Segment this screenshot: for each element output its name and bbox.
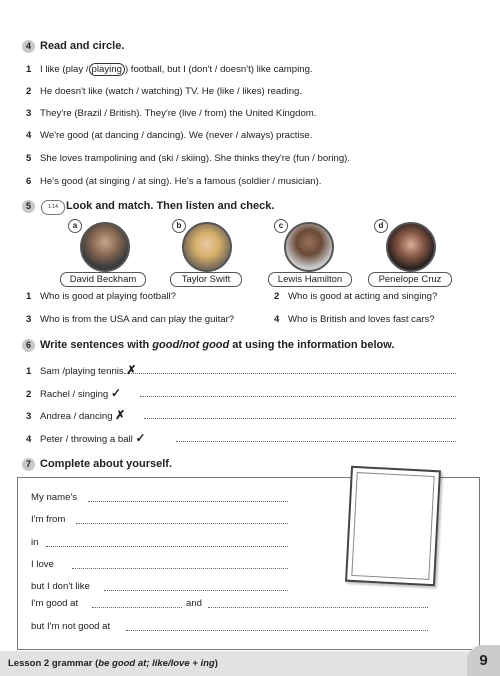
line-dont-like-label: but I don't like — [31, 581, 90, 592]
circled-answer: playing — [89, 63, 125, 76]
section-4-title: Read and circle. — [40, 40, 125, 52]
section-6-title: Write sentences with good/not good at using the information below. — [40, 339, 395, 351]
footer-bar — [0, 651, 500, 676]
section-4-item-3: 3 They're (Brazil / British). They're (live / from) the United Kingdom. — [26, 108, 317, 119]
line-love-label: I love — [31, 559, 54, 570]
answer-line-2[interactable] — [140, 396, 456, 397]
in-field[interactable] — [46, 546, 288, 547]
cross-mark-icon: ✗ — [126, 363, 137, 377]
line-in-label: in — [31, 537, 39, 548]
name-field[interactable] — [88, 501, 288, 502]
section-4-item-4: 4 We're good (at dancing / dancing). We (never / always) practise. — [26, 130, 313, 141]
photo-letter-a: a — [68, 219, 82, 233]
audio-track-badge[interactable]: 1.14 — [41, 200, 65, 215]
photo-letter-b: b — [172, 219, 186, 233]
section-6-item-3: 3 Andrea / dancing ✗ — [26, 408, 126, 422]
answer-line-4[interactable] — [176, 441, 456, 442]
check-mark-icon: ✓ — [135, 431, 146, 445]
line-name-label: My name's — [31, 492, 78, 503]
photo-a — [80, 222, 130, 272]
section-7-title: Complete about yourself. — [40, 458, 173, 470]
section-4-item-5: 5 She loves trampolining and (ski / skiing). She thinks they're (fun / boring). — [26, 153, 351, 164]
photo-b — [182, 222, 232, 272]
from-field[interactable] — [76, 523, 288, 524]
section-6-number: 6 — [22, 339, 35, 352]
section-5-title: Look and match. Then listen and check. — [66, 200, 275, 212]
line-and-label: and — [186, 598, 203, 609]
check-mark-icon: ✓ — [110, 386, 121, 400]
section-6-item-1: 1 Sam /playing tennis ✗ — [26, 363, 137, 377]
section-5-number: 5 — [22, 200, 35, 213]
good-at-field-2[interactable] — [208, 607, 428, 608]
section-5-question-1: 1 Who is good at playing football? — [26, 291, 176, 302]
photo-letter-c: c — [274, 219, 288, 233]
line-good-at-label: I'm good at — [31, 598, 79, 609]
name-label-d: Penelope Cruz — [368, 272, 452, 287]
section-4-item-2: 2 He doesn't like (watch / watching) TV. He (like / likes) reading. — [26, 86, 303, 97]
photo-frame — [345, 466, 441, 587]
page-number: 9 — [467, 645, 500, 676]
section-4-item-6: 6 He's good (at singing / at sing). He's a famous (soldier / musician). — [26, 176, 322, 187]
line-not-good-label: but I'm not good at — [31, 621, 111, 632]
answer-line-1[interactable] — [124, 373, 456, 374]
section-5-question-2: 2 Who is good at acting and singing? — [274, 291, 438, 302]
name-label-a: David Beckham — [60, 272, 146, 287]
section-5-question-3: 3 Who is from the USA and can play the guitar? — [26, 314, 235, 325]
line-from-label: I'm from — [31, 514, 66, 525]
photo-letter-d: d — [374, 219, 388, 233]
dont-like-field[interactable] — [104, 590, 288, 591]
name-label-b: Taylor Swift — [170, 272, 242, 287]
cross-mark-icon: ✗ — [115, 408, 126, 422]
name-label-c: Lewis Hamilton — [268, 272, 352, 287]
section-4-item-1: 1 I like (play / playing ) football, but I (don't / doesn't) like camping. — [26, 64, 313, 75]
photo-d — [386, 222, 436, 272]
answer-line-3[interactable] — [144, 418, 456, 419]
photo-c — [284, 222, 334, 272]
section-6-item-2: 2 Rachel / singing ✓ — [26, 386, 121, 400]
not-good-field[interactable] — [126, 630, 428, 631]
section-6-item-4: 4 Peter / throwing a ball ✓ — [26, 431, 146, 445]
good-at-field-1[interactable] — [92, 607, 182, 608]
section-7-number: 7 — [22, 458, 35, 471]
section-5-question-4: 4 Who is British and loves fast cars? — [274, 314, 435, 325]
footer-lesson: Lesson 2 grammar (be good at; like/love + ing) — [8, 658, 218, 669]
section-4-number: 4 — [22, 40, 35, 53]
love-field[interactable] — [72, 568, 288, 569]
